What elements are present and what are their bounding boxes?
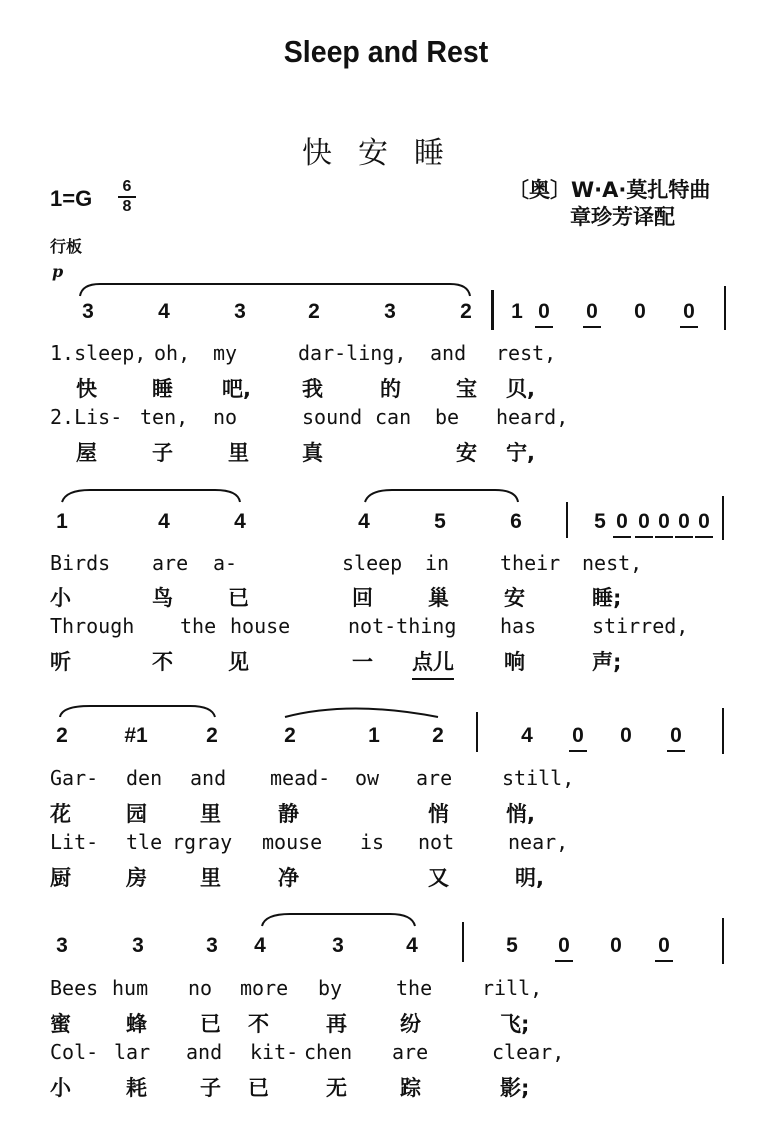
lyric: heard, [496,405,569,429]
lyric-zh: 耗 [126,1076,147,1100]
lyric-zh: 悄, [506,802,535,826]
lyric: ow [355,766,380,790]
lyric: Through [50,614,135,638]
lyric-zh: 声; [592,650,622,674]
slur [62,490,240,502]
lyric-zh: 屋 [76,441,97,465]
note: 3 [206,934,218,957]
lyric-zh: 蜜 [50,1012,71,1036]
note: 0 [634,300,646,323]
lyric: clear, [492,1040,565,1064]
note: 4 [358,510,370,533]
lyric: lar [114,1040,151,1064]
note: 3 [56,934,68,957]
note: 1 [368,724,380,747]
note: #1 [124,724,148,747]
lyric: Gar- [50,766,99,790]
lyric-zh: 飞; [500,1012,530,1036]
song-subtitle: 快安睡 [302,136,470,171]
lyric: Bees [50,976,99,1000]
note: 3 [82,300,94,323]
lyric: kit- [250,1040,299,1064]
lyric: and [430,341,467,365]
note: 4 [234,510,246,533]
lyric: house [230,614,291,638]
lyric-zh: 里 [200,802,221,826]
time-signature-top: 6 [122,178,132,195]
note: 2 [308,300,320,323]
composer-credit: 〔奥〕W·A·莫扎特曲 [508,178,711,202]
lyric-zh: 安 [456,441,477,465]
note: 0 [610,934,622,957]
note: 0 [620,724,632,747]
lyric-zh: 安 [504,586,525,610]
lyric-zh: 厨 [50,866,71,890]
translator-credit: 章珍芳译配 [570,205,675,229]
lyric-zh: 响 [504,650,525,674]
lyric-zh: 睡 [152,377,173,401]
barline [476,712,478,752]
lyric-zh: 小 [50,586,71,610]
lyric-zh: 睡; [592,586,622,610]
lyric: my [213,341,238,365]
note: 0 [610,510,634,534]
lyric: rill, [482,976,543,1000]
lyric: be [435,405,460,429]
note: 0 [566,724,590,748]
lyric-zh: 静 [278,802,299,826]
lyric-zh: 吧, [222,377,251,401]
note: 2 [56,724,68,747]
barline [566,502,568,538]
dynamic-marking: p [52,262,64,281]
lyric-zh: 再 [326,1012,347,1036]
note: 2 [284,724,296,747]
lyric: more [240,976,289,1000]
note: 2 [206,724,218,747]
lyric-zh: 蜂 [126,1012,147,1036]
note: 4 [158,300,170,323]
note: 5 [506,934,518,957]
lyric-zh: 花 [50,802,71,826]
note: 3 [234,300,246,323]
lyric-zh: 纷 [400,1012,421,1036]
tempo-marking: 行板 [50,237,83,256]
note: 0 [664,724,688,748]
slur [285,709,438,718]
lyric: 2.Lis- [50,405,123,429]
note: 0 [552,934,576,958]
note: 2 [460,300,472,323]
note: 0 [692,510,716,534]
note: 0 [672,510,696,534]
note: 5 [594,510,606,533]
lyric-zh: 的 [380,377,401,401]
lyric: are [416,766,453,790]
lyric: mead- [270,766,331,790]
lyric-zh: 踪 [400,1076,421,1100]
note: 0 [532,300,556,324]
lyric: and [190,766,227,790]
lyric-zh: 不 [248,1012,269,1036]
lyric: are [392,1040,429,1064]
barline [722,496,724,540]
note: 4 [158,510,170,533]
lyric-zh: 已 [200,1012,221,1036]
lyric-zh: 影; [500,1076,530,1100]
lyric-zh: 里 [228,441,249,465]
lyric: hum [112,976,149,1000]
lyric-zh: 回 [352,586,373,610]
barline [722,708,724,754]
note: 4 [406,934,418,957]
lyric: Lit- [50,830,99,854]
note: 0 [652,934,676,958]
lyric-zh: 已 [248,1076,269,1100]
lyric-zh: 宁, [506,441,535,465]
lyric-zh: 巢 [428,586,449,610]
lyric: are [152,551,189,575]
note: 0 [652,510,676,534]
lyric: stirred, [592,614,689,638]
lyric: a- [213,551,238,575]
note: 0 [677,300,701,324]
lyric: nest, [582,551,643,575]
note: 2 [432,724,444,747]
slur [365,490,518,502]
slur [262,914,415,926]
lyric: the [180,614,217,638]
lyric-zh: 我 [302,377,323,401]
lyric: has [500,614,537,638]
note: 3 [132,934,144,957]
lyric: in [425,551,450,575]
lyric: sleep [342,551,403,575]
barline [722,918,724,964]
lyric: by [318,976,343,1000]
lyric: no [188,976,213,1000]
time-signature-bottom: 8 [122,198,132,215]
lyric: tle [126,830,163,854]
lyric: dar-ling, [298,341,407,365]
lyric-zh: 见 [228,650,249,674]
lyric-zh: 园 [126,802,147,826]
note: 3 [384,300,396,323]
lyric-zh: 贝, [506,377,535,401]
lyric: 1.sleep, [50,341,147,365]
note: 4 [254,934,266,957]
song-title: Sleep and Rest [283,34,489,69]
lyric-zh: 悄 [428,802,449,826]
note: 3 [332,934,344,957]
lyric-zh: 宝 [456,377,477,401]
note: 1 [56,510,68,533]
lyric-zh: 听 [50,650,71,674]
lyric-zh: 子 [152,441,173,465]
lyric-zh: 子 [200,1076,221,1100]
barline [724,286,726,330]
note: 6 [510,510,522,533]
lyric: den [126,766,163,790]
barline [462,922,464,962]
lyric: chen [304,1040,353,1064]
lyric: sound [302,405,363,429]
lyric: rgray [172,830,233,854]
lyric-zh: 又 [428,866,449,890]
lyric: can [375,405,412,429]
lyric-zh: 里 [200,866,221,890]
lyric: Col- [50,1040,99,1064]
lyric: still, [502,766,575,790]
lyric: their [500,551,561,575]
note: 0 [580,300,604,324]
lyric-zh: 真 [302,441,323,465]
note: 0 [632,510,656,534]
note: 4 [521,724,533,747]
lyric: not [418,830,455,854]
lyric: and [186,1040,223,1064]
lyric-zh: 点儿 [412,646,454,680]
lyric: near, [508,830,569,854]
lyric: is [360,830,385,854]
lyric-zh: 一 [352,650,373,674]
lyric: no [213,405,238,429]
lyric-zh: 快 [76,377,97,401]
lyric-zh: 小 [50,1076,71,1100]
note: 5 [434,510,446,533]
lyric-zh: 已 [228,586,249,610]
lyric: the [396,976,433,1000]
lyric: ten, [140,405,189,429]
slur [80,284,470,296]
lyric-zh: 不 [152,650,173,674]
lyric-zh: 净 [278,866,299,890]
lyric-zh: 房 [126,866,147,890]
lyric: mouse [262,830,323,854]
slur [60,706,215,717]
lyric-zh: 鸟 [152,586,173,610]
lyric-zh: 无 [326,1076,347,1100]
barline [491,290,494,330]
lyric: oh, [154,341,191,365]
note: 1 [511,300,523,323]
lyric: rest, [496,341,557,365]
lyric: not-thing [348,614,457,638]
lyric-zh: 明, [515,866,544,890]
key-signature: 1=G [50,186,93,211]
lyric: Birds [50,551,111,575]
